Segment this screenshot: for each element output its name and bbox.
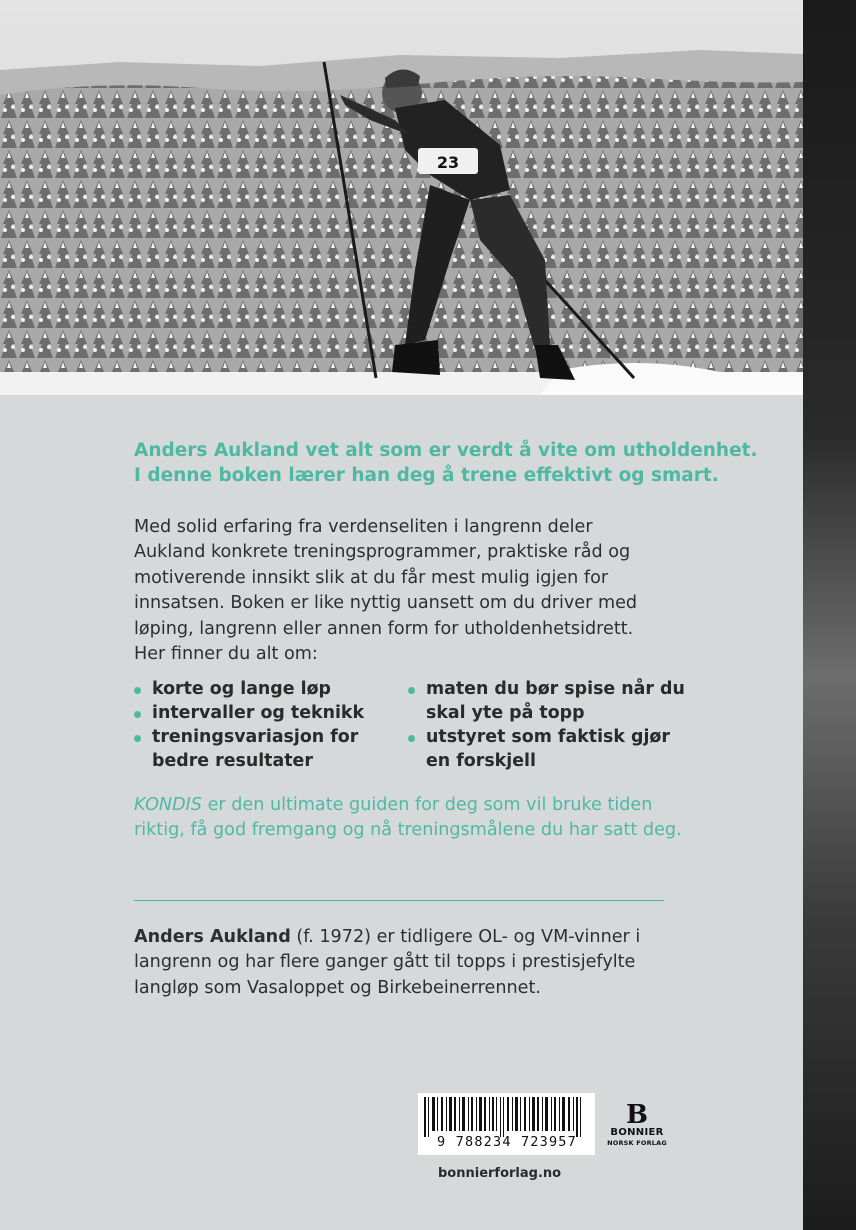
body-line: Med solid erfaring fra verdenseliten i langrenn deler: [134, 517, 593, 537]
author-bio: [134, 925, 714, 1001]
list-item: korte og lange løp: [134, 677, 404, 701]
publisher-name: BONNIER: [610, 1127, 664, 1138]
publisher-logo-mark: B: [626, 1100, 648, 1130]
publisher-subname: NORSK FORLAG: [607, 1139, 667, 1147]
author-line: langrenn og har flere ganger gått til topps i prestisjefylte: [134, 952, 636, 973]
lead-paragraph: [134, 438, 758, 488]
divider: [134, 900, 664, 901]
body-line: Aukland konkrete treningsprogrammer, praktiske råd og: [134, 542, 631, 563]
closing-line: er den ultimate guiden for deg som vil bruke tiden: [201, 795, 653, 815]
book-title: KONDIS: [134, 795, 202, 815]
publisher-website[interactable]: bonnierforlag.no: [438, 1166, 562, 1181]
list-item: utstyret som faktisk gjør en forskjell: [408, 725, 696, 773]
cover-photo-skier: [0, 0, 803, 395]
lead-line: Anders Aukland vet alt som er verdt å vite om utholdenhet.: [134, 440, 758, 461]
list-item: intervaller og teknikk: [134, 701, 404, 725]
publisher-logo: [602, 1100, 672, 1148]
spine-edge: [803, 0, 856, 1230]
lead-line: I denne boken lærer han deg å trene effektivt og smart.: [134, 465, 719, 486]
list-item: maten du bør spise når du skal yte på topp: [408, 677, 691, 725]
body-line: innsatsen. Boken er like nyttig uansett om du driver med: [134, 593, 638, 614]
author-name: Anders Aukland: [134, 927, 291, 947]
bullet-list-right: [408, 677, 685, 773]
list-item: treningsvariasjon for bedre resultater: [134, 725, 367, 773]
body-line: løping, langrenn eller annen form for utholdenhetsidrett.: [134, 618, 634, 639]
bullet-list-left: [134, 677, 404, 773]
description-paragraph: [134, 515, 694, 667]
closing-paragraph: [134, 793, 714, 844]
body-line: motiverende innsikt slik at du får mest mulig igjen for: [134, 567, 609, 588]
author-line: (f. 1972) er tidligere OL- og VM-vinner i: [290, 927, 641, 947]
author-line: langløp som Vasaloppet og Birkebeinerrennet.: [134, 977, 541, 998]
body-line: Her finner du alt om:: [134, 644, 318, 665]
bib-number: 23: [436, 153, 460, 172]
isbn-number: 9 788234 723957: [437, 1134, 577, 1150]
closing-line: riktig, få god fremgang og nå treningsmålene du har satt deg.: [134, 820, 682, 841]
